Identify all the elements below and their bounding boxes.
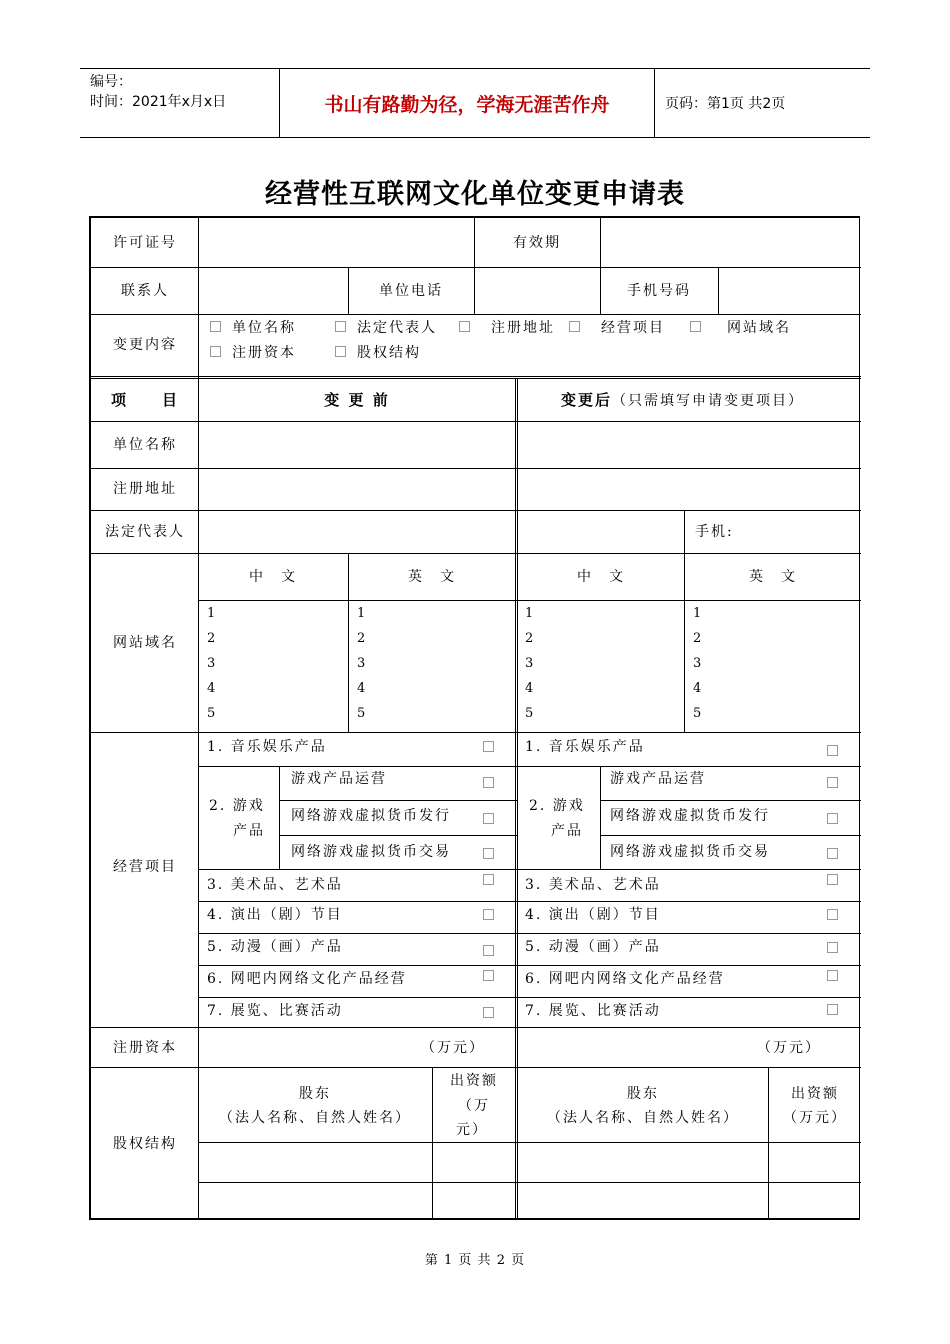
change-option-capital: 注册资本 <box>232 345 296 361</box>
after-header-title: 变更后 <box>561 391 613 409</box>
biz-after-cafe: 6. 网吧内网络文化产品经营 <box>525 971 725 987</box>
application-form <box>89 216 860 1220</box>
biz-before-music-checkbox[interactable] <box>483 741 494 752</box>
domain-number: 2 <box>357 631 366 646</box>
biz-before-art: 3. 美术品、艺术品 <box>207 877 343 893</box>
biz-after-art: 3. 美术品、艺术品 <box>525 877 661 893</box>
capital-unit-after: （万元） <box>757 1040 821 1056</box>
biz-after-game-op-checkbox[interactable] <box>827 777 838 788</box>
validity-label: 有效期 <box>513 235 561 251</box>
biz-after-show: 4. 演出（剧）节目 <box>525 907 661 923</box>
domain-number: 1 <box>693 606 702 621</box>
domain-number: 2 <box>525 631 534 646</box>
legal-rep-mobile-label: 手机: <box>695 524 734 540</box>
biz-before-game-b: 产品 <box>233 823 265 839</box>
unit-phone-label: 单位电话 <box>379 283 443 299</box>
after-header-note: （只需填写申请变更项目） <box>612 393 805 409</box>
biz-after-cafe-checkbox[interactable] <box>827 970 838 981</box>
domain-number: 2 <box>207 631 216 646</box>
biz-after-game-a: 2. 游戏 <box>529 798 585 814</box>
domain-before-cn: 中 文 <box>249 569 297 585</box>
biz-before-anime: 5. 动漫（画）产品 <box>207 939 343 955</box>
biz-before-anime-checkbox[interactable] <box>483 945 494 956</box>
domain-number: 1 <box>525 606 534 621</box>
biz-before-game-op-checkbox[interactable] <box>483 777 494 788</box>
biz-before-show-checkbox[interactable] <box>483 909 494 920</box>
equity-after-holder-note: （法人名称、自然人姓名） <box>547 1110 739 1126</box>
domain-number: 3 <box>207 656 216 671</box>
equity-after-holder: 股东 <box>627 1086 659 1102</box>
change-option-unit-name: 单位名称 <box>232 320 296 336</box>
header-page: 页码：第1页 共2页 <box>665 96 786 112</box>
biz-before-game-trade: 网络游戏虚拟货币交易 <box>291 844 451 860</box>
domain-before-en: 英 文 <box>408 569 456 585</box>
biz-after-game-trade-checkbox[interactable] <box>827 848 838 859</box>
change-checkbox-domain[interactable] <box>690 321 701 332</box>
biz-after-music: 1. 音乐娱乐产品 <box>525 739 645 755</box>
domain-after-en-list <box>693 601 701 726</box>
biz-after-game-trade: 网络游戏虚拟货币交易 <box>610 844 770 860</box>
biz-after-expo: 7. 展览、比赛活动 <box>525 1003 661 1019</box>
header-motto: 书山有路勤为径，学海无涯苦作舟 <box>280 69 655 137</box>
change-option-domain: 网站域名 <box>727 320 791 336</box>
mobile-label: 手机号码 <box>627 283 691 299</box>
biz-before-music: 1. 音乐娱乐产品 <box>207 739 327 755</box>
biz-before-expo: 7. 展览、比赛活动 <box>207 1003 343 1019</box>
equity-before-amount-1: 出资额 <box>450 1073 498 1089</box>
header-meta <box>80 69 280 137</box>
biz-before-game-op: 游戏产品运营 <box>291 771 387 787</box>
page-title: 经营性互联网文化单位变更申请表 <box>265 179 685 210</box>
domain-number: 1 <box>357 606 366 621</box>
domain-number: 3 <box>693 656 702 671</box>
domain-after-cn-list <box>525 601 533 726</box>
change-checkbox-business[interactable] <box>569 321 580 332</box>
change-checkbox-legal-rep[interactable] <box>335 321 346 332</box>
equity-before-holder: 股东 <box>299 1086 331 1102</box>
biz-before-expo-checkbox[interactable] <box>483 1007 494 1018</box>
biz-after-game-b: 产品 <box>551 823 583 839</box>
equity-label: 股权结构 <box>113 1136 177 1152</box>
biz-before-cafe-checkbox[interactable] <box>483 970 494 981</box>
domain-number: 5 <box>207 706 216 721</box>
time-label: 时间：2021年x月x日 <box>90 94 227 110</box>
equity-after-amount-1: 出资额 <box>791 1086 839 1102</box>
item-header: 项 目 <box>110 391 180 409</box>
change-content-label: 变更内容 <box>113 337 177 353</box>
document-header <box>80 68 870 138</box>
legal-rep-label: 法定代表人 <box>105 524 185 540</box>
domain-after-cn: 中 文 <box>577 569 625 585</box>
change-option-equity: 股权结构 <box>357 345 421 361</box>
biz-before-show: 4. 演出（剧）节目 <box>207 907 343 923</box>
biz-before-game-issue-checkbox[interactable] <box>483 813 494 824</box>
change-checkbox-unit-name[interactable] <box>210 321 221 332</box>
domain-number: 5 <box>693 706 702 721</box>
domain-label: 网站域名 <box>113 635 177 651</box>
biz-after-game-issue: 网络游戏虚拟货币发行 <box>610 808 770 824</box>
biz-after-game-op: 游戏产品运营 <box>610 771 706 787</box>
domain-number: 5 <box>525 706 534 721</box>
capital-label: 注册资本 <box>113 1040 177 1056</box>
domain-before-en-list <box>357 601 365 726</box>
capital-unit-before: （万元） <box>421 1040 485 1056</box>
change-checkbox-equity[interactable] <box>335 346 346 357</box>
biz-after-music-checkbox[interactable] <box>827 745 838 756</box>
biz-after-art-checkbox[interactable] <box>827 874 838 885</box>
unit-name-label: 单位名称 <box>113 437 177 453</box>
biz-before-cafe: 6. 网吧内网络文化产品经营 <box>207 971 407 987</box>
change-option-reg-addr: 注册地址 <box>491 320 555 336</box>
change-checkbox-capital[interactable] <box>210 346 221 357</box>
page-footer: 第 1 页 共 2 页 <box>424 1253 526 1268</box>
reg-addr-label: 注册地址 <box>113 481 177 497</box>
before-header: 变 更 前 <box>324 391 390 409</box>
equity-before-amount-2: （万 <box>458 1098 490 1114</box>
equity-before-holder-note: （法人名称、自然人姓名） <box>219 1110 411 1126</box>
domain-number: 5 <box>357 706 366 721</box>
biz-after-anime-checkbox[interactable] <box>827 942 838 953</box>
domain-after-en: 英 文 <box>749 569 797 585</box>
biz-before-game-trade-checkbox[interactable] <box>483 848 494 859</box>
domain-number: 4 <box>207 681 216 696</box>
serial-label: 编号： <box>90 74 132 90</box>
after-header <box>561 391 804 410</box>
domain-number: 4 <box>357 681 366 696</box>
biz-after-anime: 5. 动漫（画）产品 <box>525 939 661 955</box>
biz-before-art-checkbox[interactable] <box>483 874 494 885</box>
domain-number: 3 <box>357 656 366 671</box>
biz-after-expo-checkbox[interactable] <box>827 1004 838 1015</box>
biz-before-game-a: 2. 游戏 <box>209 798 265 814</box>
biz-after-game-issue-checkbox[interactable] <box>827 813 838 824</box>
domain-number: 3 <box>525 656 534 671</box>
license-label: 许可证号 <box>113 235 177 251</box>
equity-before-amount-3: 元） <box>456 1122 488 1138</box>
change-checkbox-reg-addr[interactable] <box>459 321 470 332</box>
domain-number: 1 <box>207 606 216 621</box>
change-option-business: 经营项目 <box>601 320 665 336</box>
biz-before-game-issue: 网络游戏虚拟货币发行 <box>291 808 451 824</box>
contact-label: 联系人 <box>121 283 169 299</box>
domain-number: 4 <box>693 681 702 696</box>
domain-number: 4 <box>525 681 534 696</box>
biz-after-show-checkbox[interactable] <box>827 909 838 920</box>
business-label: 经营项目 <box>113 859 177 875</box>
domain-number: 2 <box>693 631 702 646</box>
change-option-legal-rep: 法定代表人 <box>357 320 437 336</box>
equity-after-amount-2: （万元） <box>783 1110 847 1126</box>
domain-before-cn-list <box>207 601 215 726</box>
